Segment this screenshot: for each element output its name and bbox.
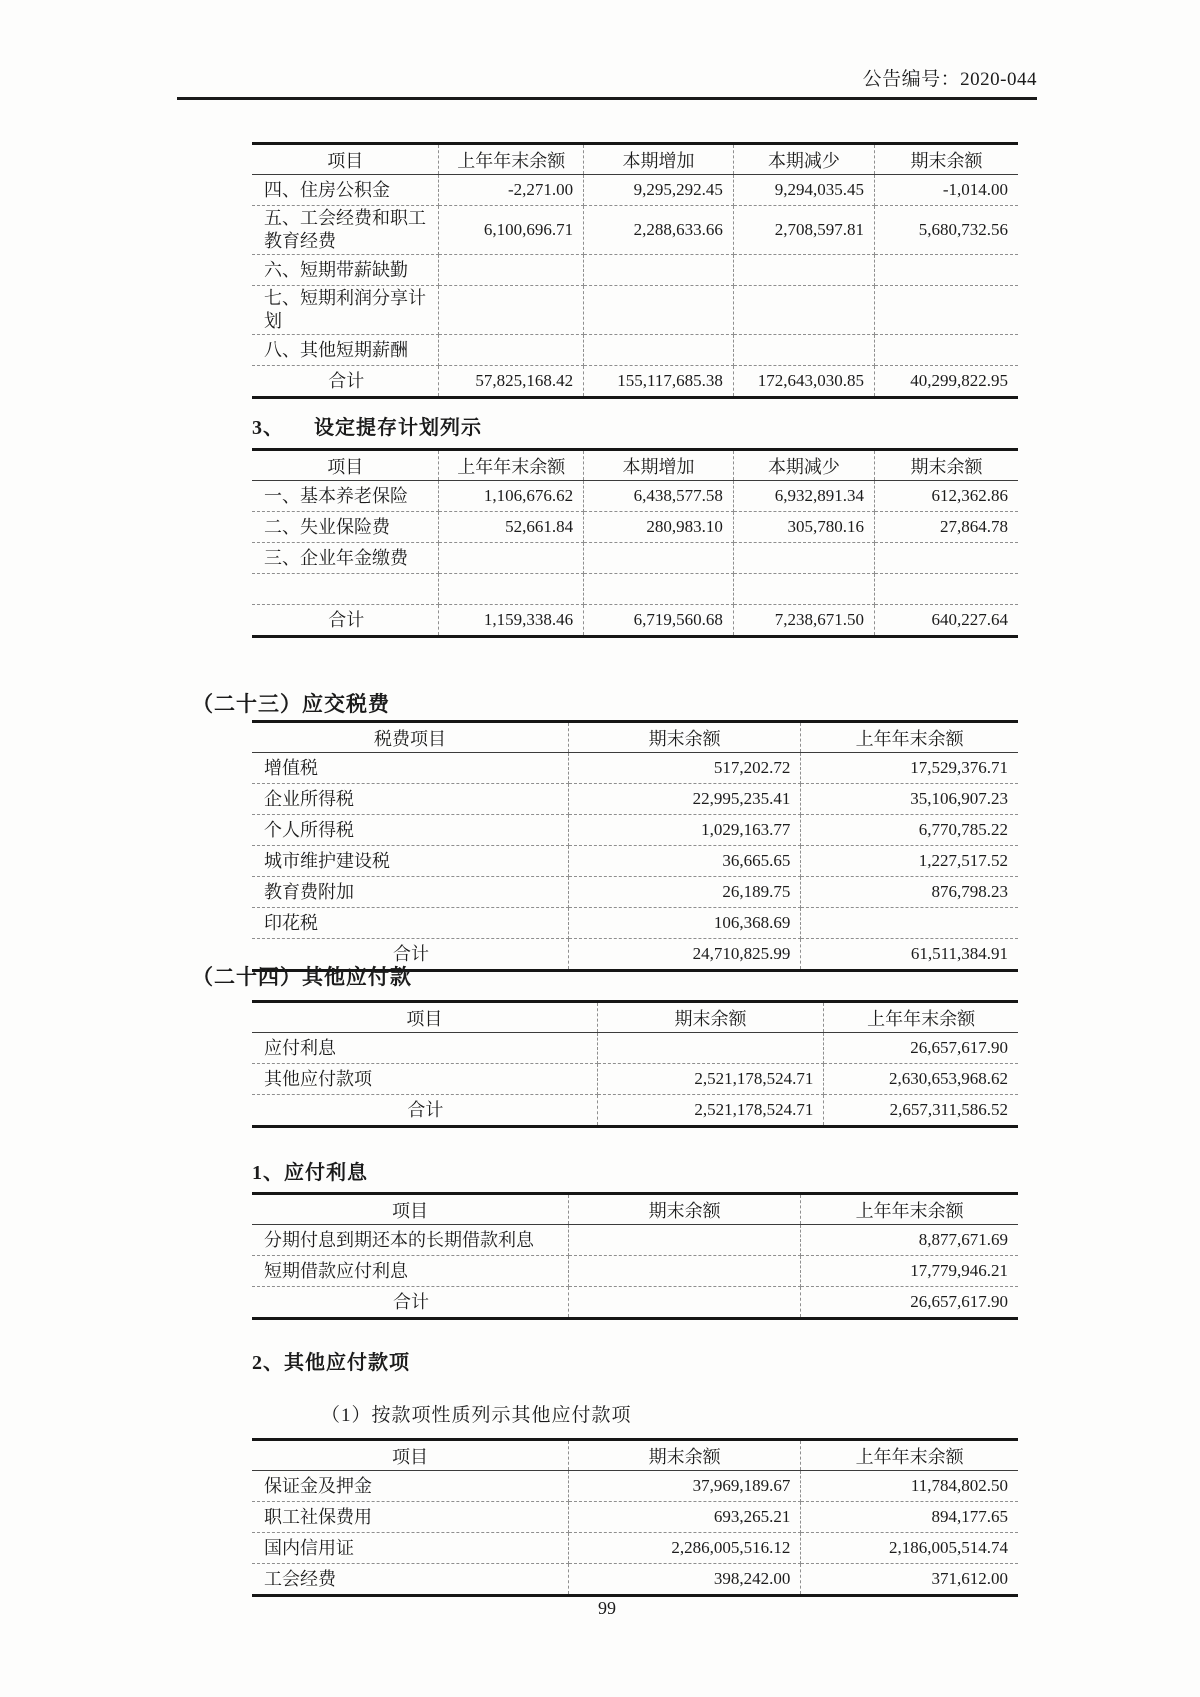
cell-value <box>733 543 874 574</box>
table-row <box>252 784 1018 815</box>
defined-contribution-table <box>252 448 1018 638</box>
cell-value: 2,708,597.81 <box>733 206 874 255</box>
cell-value: 280,983.10 <box>584 512 734 543</box>
data-table <box>252 1438 1018 1597</box>
row-label: 应付利息 <box>252 1033 597 1064</box>
cell-value <box>874 255 1018 286</box>
column-header: 期末余额 <box>568 722 800 753</box>
header-row <box>252 144 1018 175</box>
cell-value: 7,238,671.50 <box>733 605 874 637</box>
row-label: 职工社保费用 <box>252 1502 568 1533</box>
cell-value <box>568 1225 800 1256</box>
cell-value <box>874 286 1018 335</box>
row-label: 二、失业保险费 <box>252 512 439 543</box>
cell-value: 398,242.00 <box>568 1564 800 1596</box>
row-label: 三、企业年金缴费 <box>252 543 439 574</box>
table-row <box>252 1564 1018 1596</box>
table-row <box>252 175 1018 206</box>
column-header: 上年年末余额 <box>801 722 1018 753</box>
column-header: 本期减少 <box>733 144 874 175</box>
cell-value: 2,521,178,524.71 <box>597 1064 824 1095</box>
section-heading-defined-contribution <box>252 411 482 440</box>
table-row <box>252 1533 1018 1564</box>
column-header: 上年年末余额 <box>824 1002 1018 1033</box>
cell-value: 26,189.75 <box>568 877 800 908</box>
cell-value: 693,265.21 <box>568 1502 800 1533</box>
table-row <box>252 206 1018 255</box>
row-label: 个人所得税 <box>252 815 568 846</box>
section-heading-taxes-payable: （二十三）应交税费 <box>192 692 390 716</box>
cell-value: 894,177.65 <box>801 1502 1018 1533</box>
subsection-heading-other-payables-detail: 2、其他应付款项 <box>252 1352 410 1374</box>
table-row <box>252 1256 1018 1287</box>
row-label: 合计 <box>252 1287 568 1319</box>
table-row <box>252 1287 1018 1319</box>
other-payables-detail-table <box>252 1438 1018 1597</box>
table-row <box>252 1033 1018 1064</box>
cell-value <box>584 286 734 335</box>
row-label: 四、住房公积金 <box>252 175 439 206</box>
table-row <box>252 1225 1018 1256</box>
row-label: 短期借款应付利息 <box>252 1256 568 1287</box>
cell-value: 2,630,653,968.62 <box>824 1064 1018 1095</box>
cell-value: 612,362.86 <box>874 481 1018 512</box>
cell-value: 61,511,384.91 <box>910 944 1008 963</box>
cell-value: 1,106,676.62 <box>439 481 584 512</box>
table-row <box>252 481 1018 512</box>
cell-value <box>733 286 874 335</box>
cell-value: 40,299,822.95 <box>910 371 1008 390</box>
cell-value: 52,661.84 <box>439 512 584 543</box>
cell-value: 371,612.00 <box>931 1569 1008 1588</box>
announcement-number: 公告编号：2020-044 <box>862 69 1037 90</box>
cell-value: 6,719,560.68 <box>584 605 734 637</box>
data-table <box>252 1192 1018 1320</box>
column-header: 项目 <box>252 1002 597 1033</box>
row-label <box>252 574 439 605</box>
other-payables-table <box>252 1000 1018 1128</box>
page-number: 99 <box>598 1598 616 1618</box>
row-label: 印花税 <box>252 908 568 939</box>
cell-value: 6,770,785.22 <box>801 815 1018 846</box>
table-row <box>252 335 1018 366</box>
row-label: 五、工会经费和职工教育经费 <box>252 206 439 255</box>
data-table <box>252 142 1018 399</box>
section-number: 3、 <box>252 417 284 439</box>
cell-value <box>584 574 734 605</box>
row-label: 合计 <box>252 939 568 971</box>
header-row <box>252 1440 1018 1471</box>
column-header: 期末余额 <box>874 144 1018 175</box>
column-header: 项目 <box>252 1194 568 1225</box>
column-header: 期末余额 <box>597 1002 824 1033</box>
subsection-heading-interest-payable: 1、应付利息 <box>252 1162 368 1184</box>
table-row <box>252 286 1018 335</box>
row-label: 其他应付款项 <box>252 1064 597 1095</box>
table-row <box>252 255 1018 286</box>
row-label: 企业所得税 <box>252 784 568 815</box>
row-label: 国内信用证 <box>252 1533 568 1564</box>
subsection-subtitle-by-nature: （1）按款项性质列示其他应付款项 <box>321 1405 632 1426</box>
row-label: 分期付息到期还本的长期借款利息 <box>252 1225 568 1256</box>
cell-value: 1,227,517.52 <box>801 846 1018 877</box>
cell-value: 6,932,891.34 <box>733 481 874 512</box>
header-row <box>252 1002 1018 1033</box>
header-rule <box>177 97 1037 100</box>
cell-value <box>584 543 734 574</box>
column-header: 上年年末余额 <box>801 1194 1018 1225</box>
table-row <box>252 543 1018 574</box>
cell-value <box>597 1033 824 1064</box>
table-row <box>252 574 1018 605</box>
cell-value: 6,100,696.71 <box>439 206 584 255</box>
cell-value: 2,657,311,586.52 <box>889 1100 1008 1119</box>
cell-value: 172,643,030.85 <box>733 366 874 398</box>
cell-value: 106,368.69 <box>568 908 800 939</box>
cell-value <box>584 255 734 286</box>
table-row <box>252 1471 1018 1502</box>
interest-payable-table <box>252 1192 1018 1320</box>
cell-value: 1,029,163.77 <box>568 815 800 846</box>
cell-value <box>874 543 1018 574</box>
cell-value: -2,271.00 <box>439 175 584 206</box>
cell-value: 11,784,802.50 <box>801 1471 1018 1502</box>
cell-value: 6,438,577.58 <box>584 481 734 512</box>
column-header: 期末余额 <box>568 1440 800 1471</box>
column-header: 项目 <box>252 1440 568 1471</box>
cell-value: 2,286,005,516.12 <box>568 1533 800 1564</box>
column-header: 上年年末余额 <box>801 1440 1018 1471</box>
cell-value: 37,969,189.67 <box>568 1471 800 1502</box>
column-header: 项目 <box>252 450 439 481</box>
section-title: 设定提存计划列示 <box>314 417 482 439</box>
column-header: 本期增加 <box>584 144 734 175</box>
cell-value <box>584 335 734 366</box>
cell-value: -1,014.00 <box>874 175 1018 206</box>
row-label: 保证金及押金 <box>252 1471 568 1502</box>
header-row <box>252 450 1018 481</box>
cell-value: 24,710,825.99 <box>568 939 800 971</box>
cell-value <box>874 335 1018 366</box>
cell-value <box>568 1287 800 1319</box>
table-row <box>252 846 1018 877</box>
cell-value: 8,877,671.69 <box>801 1225 1018 1256</box>
cell-value: 26,657,617.90 <box>910 1292 1008 1311</box>
column-header: 税费项目 <box>252 722 568 753</box>
column-header: 本期减少 <box>733 450 874 481</box>
cell-value <box>874 574 1018 605</box>
cell-value: 27,864.78 <box>874 512 1018 543</box>
column-header: 期末余额 <box>874 450 1018 481</box>
table-row <box>252 1095 1018 1127</box>
data-table <box>252 720 1018 972</box>
taxes-payable-table <box>252 720 1018 972</box>
cell-value <box>439 574 584 605</box>
section-heading-other-payables: （二十四）其他应付款 <box>192 965 412 989</box>
row-label: 工会经费 <box>252 1564 568 1596</box>
cell-value: 1,159,338.46 <box>439 605 584 637</box>
cell-value <box>801 908 1018 939</box>
cell-value: 9,294,035.45 <box>733 175 874 206</box>
cell-value <box>733 574 874 605</box>
table-row <box>252 366 1018 398</box>
column-header: 期末余额 <box>568 1194 800 1225</box>
cell-value: 2,521,178,524.71 <box>597 1095 824 1127</box>
row-label: 教育费附加 <box>252 877 568 908</box>
cell-value: 2,186,005,514.74 <box>801 1533 1018 1564</box>
short-term-compensation-table <box>252 142 1018 399</box>
cell-value: 2,288,633.66 <box>584 206 734 255</box>
table-row <box>252 605 1018 637</box>
cell-value <box>439 255 584 286</box>
data-table <box>252 1000 1018 1128</box>
column-header: 上年年末余额 <box>439 144 584 175</box>
cell-value: 17,529,376.71 <box>801 753 1018 784</box>
cell-value: 155,117,685.38 <box>584 366 734 398</box>
header-row <box>252 1194 1018 1225</box>
cell-value: 5,680,732.56 <box>874 206 1018 255</box>
cell-value: 22,995,235.41 <box>568 784 800 815</box>
row-label: 一、基本养老保险 <box>252 481 439 512</box>
cell-value: 640,227.64 <box>931 610 1008 629</box>
cell-value <box>439 543 584 574</box>
cell-value <box>439 286 584 335</box>
table-row <box>252 512 1018 543</box>
table-row <box>252 1502 1018 1533</box>
row-label: 增值税 <box>252 753 568 784</box>
cell-value: 305,780.16 <box>733 512 874 543</box>
table-row <box>252 877 1018 908</box>
data-table <box>252 448 1018 638</box>
table-row <box>252 815 1018 846</box>
cell-value: 9,295,292.45 <box>584 175 734 206</box>
row-label: 七、短期利润分享计划 <box>252 286 439 335</box>
cell-value: 26,657,617.90 <box>824 1033 1018 1064</box>
table-row <box>252 753 1018 784</box>
cell-value: 517,202.72 <box>568 753 800 784</box>
cell-value: 35,106,907.23 <box>801 784 1018 815</box>
table-row <box>252 1064 1018 1095</box>
row-label: 八、其他短期薪酬 <box>252 335 439 366</box>
cell-value: 17,779,946.21 <box>801 1256 1018 1287</box>
cell-value: 36,665.65 <box>568 846 800 877</box>
cell-value <box>733 255 874 286</box>
row-label: 合计 <box>252 366 439 398</box>
row-label: 六、短期带薪缺勤 <box>252 255 439 286</box>
column-header: 上年年末余额 <box>439 450 584 481</box>
cell-value: 876,798.23 <box>801 877 1018 908</box>
table-row <box>252 908 1018 939</box>
header-row <box>252 722 1018 753</box>
row-label: 城市维护建设税 <box>252 846 568 877</box>
row-label: 合计 <box>252 605 439 637</box>
column-header: 项目 <box>252 144 439 175</box>
row-label: 合计 <box>252 1095 597 1127</box>
cell-value <box>568 1256 800 1287</box>
cell-value: 57,825,168.42 <box>439 366 584 398</box>
cell-value <box>733 335 874 366</box>
cell-value <box>439 335 584 366</box>
column-header: 本期增加 <box>584 450 734 481</box>
